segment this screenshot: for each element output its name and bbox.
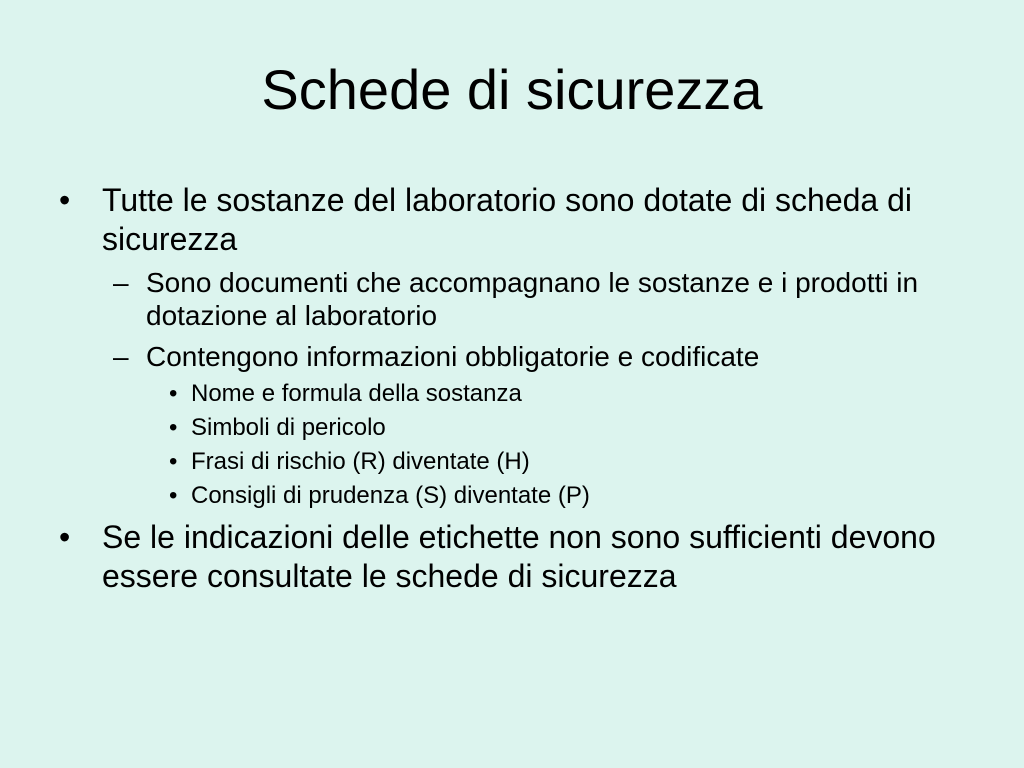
bullet-dot-icon: •: [169, 414, 178, 441]
bullet-item-level3: [169, 481, 951, 511]
bullet-dot-icon: •: [169, 448, 178, 475]
bullet-item-level2: [113, 340, 966, 373]
bullet-text: Frasi di rischio (R) diventate (H): [191, 448, 530, 475]
bullet-dash-icon: –: [113, 341, 129, 372]
bullet-item-level3: [169, 379, 951, 409]
slide-title: Schede di sicurezza: [261, 58, 763, 121]
bullet-item-level2: [113, 266, 966, 332]
bullet-text: Contengono informazioni obbligatorie e codificate: [146, 341, 760, 372]
bullet-text: Se le indicazioni delle etichette non sono sufficienti devono essere consultate le schede di sicurezza: [102, 519, 936, 594]
bullet-text: Consigli di prudenza (S) diventate (P): [191, 482, 590, 509]
bullet-item-level3: [169, 413, 951, 443]
bullet-text: Tutte le sostanze del laboratorio sono dotate di scheda di sicurezza: [102, 182, 912, 257]
bullet-dot-icon: •: [169, 380, 178, 407]
bullet-text: Simboli di pericolo: [191, 414, 386, 441]
bullet-dot-icon: •: [59, 519, 71, 555]
bullet-item-level1: [59, 181, 972, 259]
bullet-dash-icon: –: [113, 267, 129, 298]
bullet-item-level3: [169, 447, 951, 477]
bullet-item-level1: [59, 518, 972, 596]
bullet-text: Nome e formula della sostanza: [191, 380, 522, 407]
bullet-text: Sono documenti che accompagnano le sostanze e i prodotti in dotazione al laboratorio: [146, 267, 919, 331]
bullet-dot-icon: •: [59, 182, 71, 218]
bullet-dot-icon: •: [169, 482, 178, 509]
